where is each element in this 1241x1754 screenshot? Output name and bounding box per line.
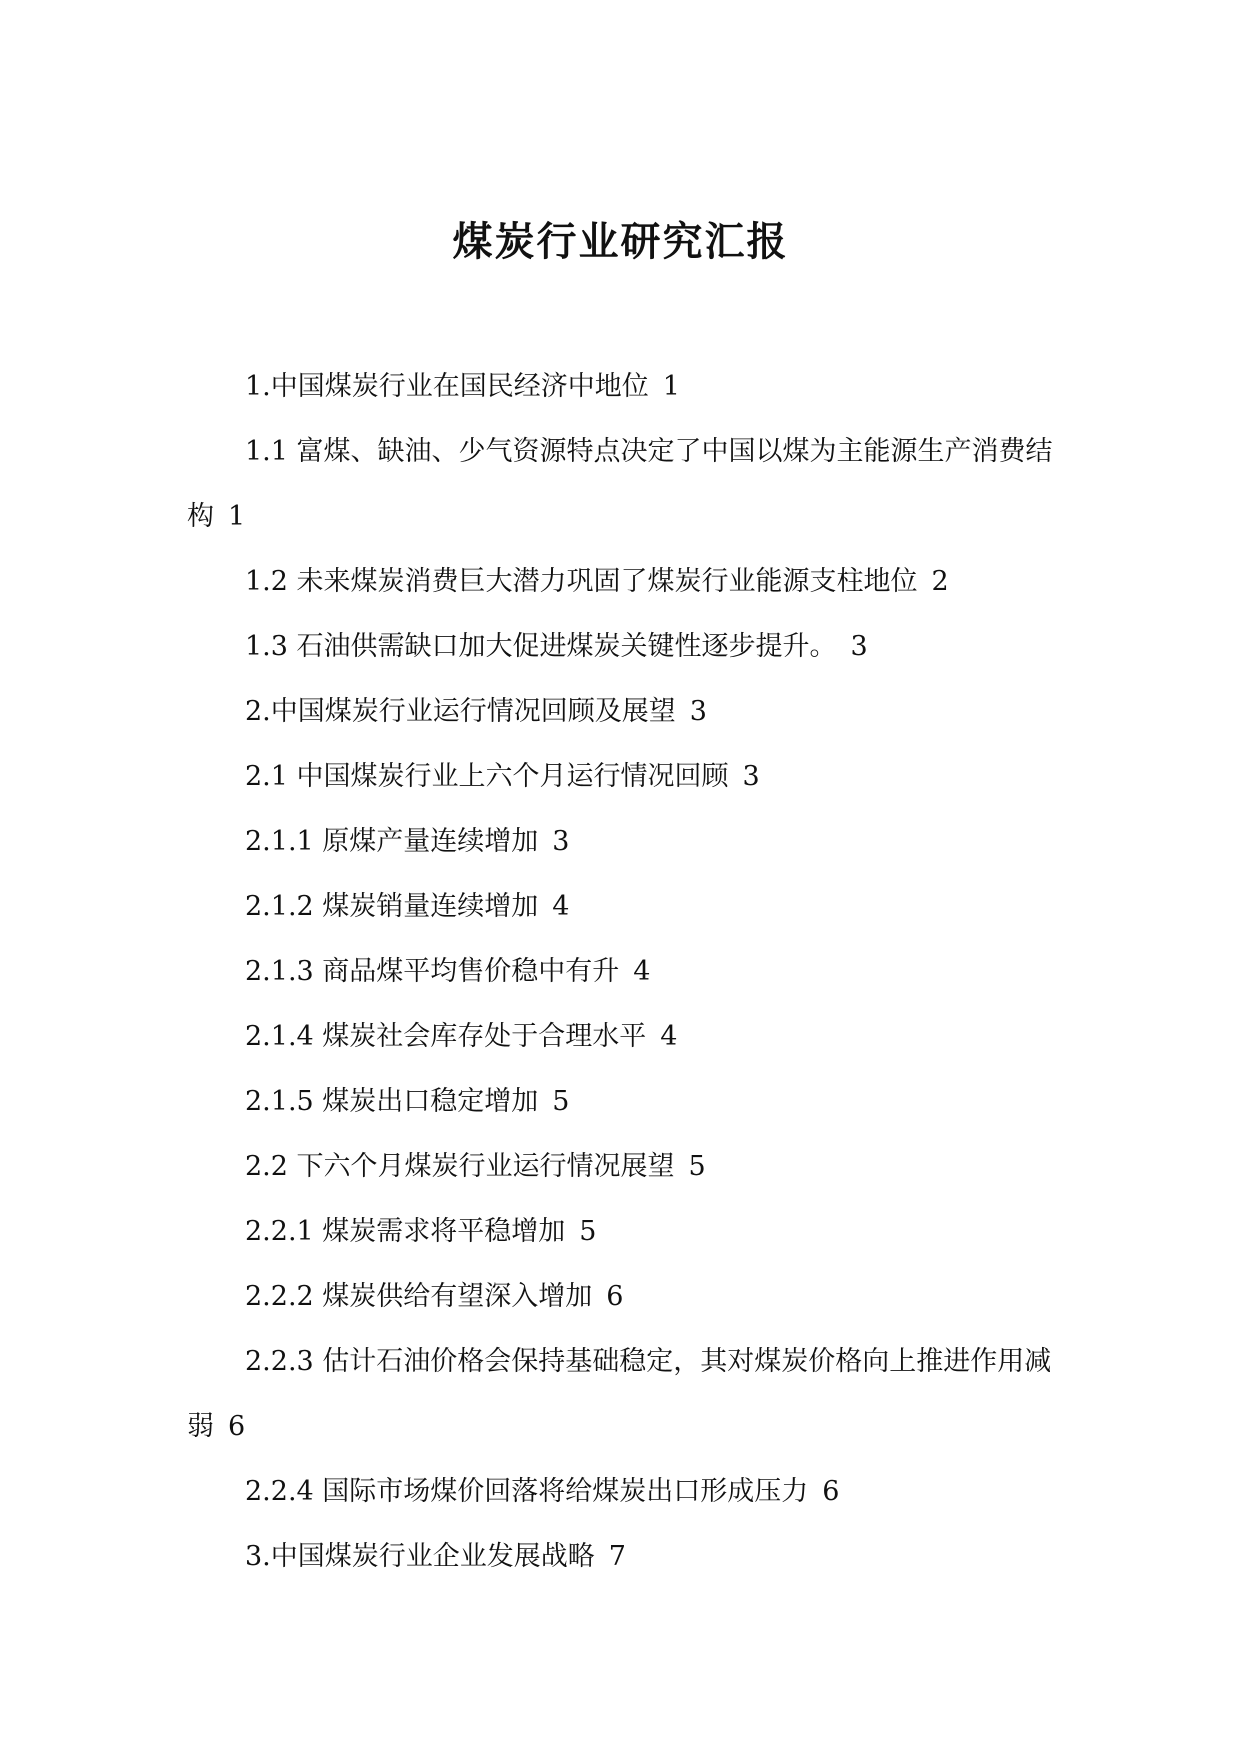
- toc-entry: [187, 1134, 1055, 1199]
- toc-entry-text: 1.3 石油供需缺口加大促进煤炭关键性逐步提升。: [245, 631, 837, 662]
- toc-entry: [187, 354, 1055, 419]
- toc-entry: [187, 1329, 1055, 1459]
- toc-entry-page: 4: [552, 891, 570, 922]
- toc-entry-page: 5: [579, 1216, 597, 1247]
- toc-entry: [187, 1004, 1055, 1069]
- toc-entry-text: 1.中国煤炭行业在国民经济中地位: [245, 371, 649, 402]
- toc-entry-text: 3.中国煤炭行业企业发展战略: [245, 1541, 595, 1572]
- toc-entry-text: 2.2 下六个月煤炭行业运行情况展望: [245, 1151, 675, 1182]
- document-title: 煤炭行业研究汇报: [452, 219, 789, 265]
- toc-entry-text: 1.1 富煤、缺油、少气资源特点决定了中国以煤为主能源生产消费结构: [187, 436, 1053, 532]
- toc-entry-page: 3: [850, 631, 868, 662]
- toc-entry-page: 4: [660, 1021, 678, 1052]
- toc-entry: [187, 1459, 1055, 1524]
- toc-entry-text: 2.1.3 商品煤平均售价稳中有升: [245, 956, 620, 987]
- table-of-contents: [187, 354, 1055, 1589]
- toc-entry-text: 2.2.2 煤炭供给有望深入增加: [245, 1281, 593, 1312]
- toc-entry-page: 5: [688, 1151, 706, 1182]
- toc-entry: [187, 549, 1055, 614]
- toc-entry-page: 6: [822, 1476, 840, 1507]
- toc-entry-page: 6: [606, 1281, 624, 1312]
- toc-entry-text: 2.2.1 煤炭需求将平稳增加: [245, 1216, 566, 1247]
- toc-entry-page: 2: [931, 566, 949, 597]
- toc-entry: [187, 679, 1055, 744]
- toc-entry: [187, 744, 1055, 809]
- toc-entry-text: 2.中国煤炭行业运行情况回顾及展望: [245, 696, 676, 727]
- toc-entry-page: 7: [608, 1541, 626, 1572]
- toc-entry-text: 2.1.4 煤炭社会库存处于合理水平: [245, 1021, 647, 1052]
- toc-entry-page: 4: [633, 956, 651, 987]
- toc-entry: [187, 614, 1055, 679]
- toc-entry-text: 1.2 未来煤炭消费巨大潜力巩固了煤炭行业能源支柱地位: [245, 566, 918, 597]
- toc-entry-page: 3: [552, 826, 570, 857]
- toc-entry-page: 6: [228, 1411, 246, 1442]
- toc-entry-page: 1: [228, 501, 246, 532]
- toc-entry: [187, 809, 1055, 874]
- toc-entry-page: 3: [742, 761, 760, 792]
- toc-entry-text: 2.1 中国煤炭行业上六个月运行情况回顾: [245, 761, 729, 792]
- toc-entry: [187, 1524, 1055, 1589]
- toc-entry: [187, 939, 1055, 1004]
- toc-entry: [187, 1069, 1055, 1134]
- toc-entry-text: 2.1.1 原煤产量连续增加: [245, 826, 539, 857]
- toc-entry-text: 2.1.2 煤炭销量连续增加: [245, 891, 539, 922]
- toc-entry: [187, 419, 1055, 549]
- toc-entry: [187, 1199, 1055, 1264]
- toc-entry-text: 2.2.4 国际市场煤价回落将给煤炭出口形成压力: [245, 1476, 809, 1507]
- toc-entry-text: 2.2.3 估计石油价格会保持基础稳定，其对煤炭价格向上推进作用减弱: [187, 1346, 1052, 1442]
- toc-entry-page: 5: [552, 1086, 570, 1117]
- toc-entry-page: 3: [689, 696, 707, 727]
- toc-entry: [187, 1264, 1055, 1329]
- toc-entry: [187, 874, 1055, 939]
- toc-entry-page: 1: [662, 371, 680, 402]
- toc-entry-text: 2.1.5 煤炭出口稳定增加: [245, 1086, 539, 1117]
